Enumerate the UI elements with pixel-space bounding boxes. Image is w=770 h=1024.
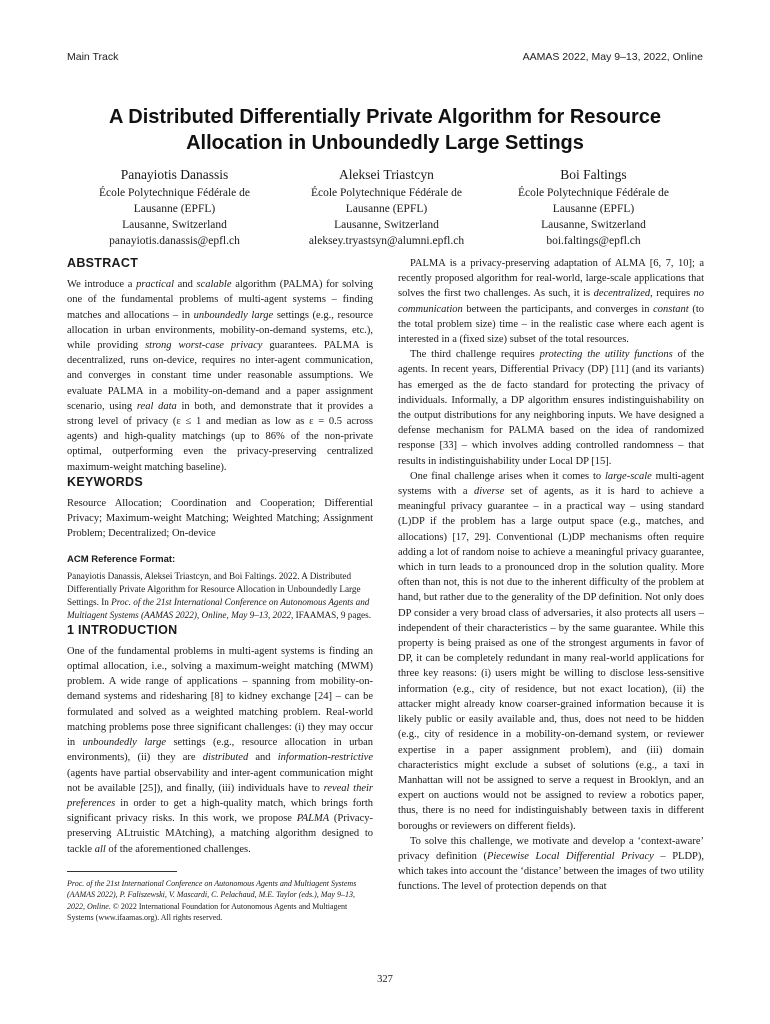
abstract-heading: ABSTRACT bbox=[67, 256, 139, 270]
author-affiliation: École Polytechnique Fédérale de bbox=[310, 187, 463, 199]
abstract-text: We introduce a practical and scalable algorithm (PALMA) for solving one of the fundamental problems of multi-agent systems – finding matches and allocations – in unboundedly large settings (e.g., resource allocation in urban environments, mobility-on-demand systems, etc.), while providing strong worst-case privacy guarantees. PALMA is decentralized, runs on-device, requires no inter-agent communication, and converges in constant time under reasonable assumptions. We evaluate PALMA in a mobility-on-demand and a paper assignment scenario, using real data in both, and demonstrate that it provides a strong level of privacy (ε ≤ 1 and median as low as ε = 0.5 across agents) and high-quality matchings (up to 86% of the non-private optimal, outperforming even the privacy-preserving centralized maximum-weight matching baseline). bbox=[67, 279, 374, 473]
author-3 bbox=[486, 166, 701, 249]
introduction-heading: 1 INTRODUCTION bbox=[67, 622, 178, 637]
footnote-text: Proc. of the 21st International Conference on Autonomous Agents and Multiagent Systems (AAMAS 2022), P. Faliszewski, V. Mascardi, C. Pelachaud, M.E. Taylor (eds.), May 9–13, 2022, Online. © 2022 International Foundation for Autonomous Agents and Multiagent Systems (www.ifaamas.org). All rights reserved. bbox=[67, 878, 357, 923]
author-affiliation: École Polytechnique Fédérale de bbox=[517, 187, 670, 199]
right-column bbox=[398, 256, 704, 895]
author-email[interactable]: panayiotis.danassis@epfl.ch bbox=[109, 235, 240, 247]
keywords-heading: KEYWORDS bbox=[67, 474, 144, 489]
author-name: Panayiotis Danassis bbox=[120, 167, 229, 182]
paragraph: PALMA is a privacy-preserving adaptation of ALMA [6, 7, 10]; a recently proposed algorithm for real-world, large-scale applications that solves the first two challenges. As such, it is decentralized, requires no communication between the participants, and converges in constant (to the total problem size) time – in the realistic case where each agent is interested in a (fixed size) subset of the total resources. bbox=[398, 258, 704, 346]
author-2 bbox=[279, 166, 494, 249]
acm-reference-text: Panayiotis Danassis, Aleksei Triastcyn, and Boi Faltings. 2022. A Distributed Differentially Private Algorithm for Resource Allocation in Unboundedly Large Settings. In Proc. of the 21st International Conference on Autonomous Agents and Multiagent Systems (AAMAS 2022), Online, May 9–13, 2022, IFAAMAS, 9 pages. bbox=[67, 570, 371, 621]
acm-reference-heading: ACM Reference Format: bbox=[67, 553, 176, 565]
author-affiliation: Lausanne (EPFL) bbox=[133, 203, 216, 215]
paragraph: One final challenge arises when it comes to large-scale multi-agent systems with a diverse set of agents, as it is hard to achieve a meaningful privacy guarantee – in a practical way – using standard (L)DP if the problem has a large output space (e.g., matches, and allocations) [17, 29]. Conventional (L)DP mechanisms often require adding a lot of random noise to achieve a meaningful privacy guarantee, which in turn leads to a pronounced drop in the solution quality. More often than not, this is not due to the inherent difficulty of the problem at hand, but rather due to the generality of the DP definition. Not only does DP consider a very broad class of adversaries, it also protects all users – independent of their characteristics – by the same guarantee. While this property is being praised as one of the strongest arguments in favor of DP, it can be completely redundant in many real-world applications for three key reasons: (i) users might be willing to disclose less-sensitive information (e.g., city of residence, but not exact location), (ii) the attacker might already know coarser-grained information because it is likely public or easily available and, thus, does not need to be hidden (e.g., city of residence in a mobility-on-demand system, or reviewer expertise in a paper assignment problem), and (iii) domain characteristics might exclude a subset of solutions (e.g., a taxi in Manhattan will not be assigned to serve a request in Brooklyn, and an expert on auctions would not be assigned to review a robotics paper, thus, there is no need for indistinguishably between taxis in different boroughs or reviewers on different fields). bbox=[398, 470, 705, 832]
paragraph: The third challenge requires protecting the utility functions of the agents. In recent years, Differential Privacy (DP) [11] (and its variants) has emerged as the de facto standard for protecting the privacy of individuals. Informally, a DP algorithm ensures indistinguishability on the output distributions for any neighboring inputs. We have designed a defense mechanism for PALMA based on the idea of randomized response [33] – which involves adding controlled randomness – that results in indistinguishability under Local DP [15]. bbox=[398, 349, 705, 467]
author-affiliation: Lausanne (EPFL) bbox=[552, 203, 635, 215]
keywords-text: Resource Allocation; Coordination and Cooperation; Differential Privacy; Maximum-weight Matching; Weighted Matching; Assignment Problem; Decentralized; On-device bbox=[67, 498, 373, 540]
running-header-left: Main Track bbox=[67, 51, 119, 63]
paper-title bbox=[60, 104, 710, 156]
title-line-1: A Distributed Differentially Private Algorithm for Resource bbox=[109, 106, 661, 128]
author-email[interactable]: aleksey.tryastsyn@alumni.epfl.ch bbox=[308, 235, 465, 247]
author-name: Aleksei Triastcyn bbox=[339, 167, 434, 182]
author-affiliation: Lausanne (EPFL) bbox=[345, 203, 428, 215]
author-affiliation: École Polytechnique Fédérale de bbox=[98, 187, 251, 199]
left-column bbox=[67, 256, 373, 924]
paragraph: To solve this challenge, we motivate and develop a ‘context-aware’ privacy definition (Piecewise Local Differential Privacy – PLDP), which takes into account the ‘distance’ between the images of two utility functions. The level of protection depends on that bbox=[398, 835, 704, 893]
introduction-text: One of the fundamental problems in multi-agent systems is finding an optimal allocation, i.e., solving a maximum-weight matching (MWM) problem. A wide range of applications – spanning from mobility-on-demand systems and ridesharing [8] to kidney exchange [24] – can be formulated and solved as a weighted matching problem. Real-world matching problems pose three significant challenges: (i) they may occur in unboundedly large settings (e.g., resource allocation in urban environments), (ii) they are distributed and information-restrictive (agents have partial observability and inter-agent communication might not be available [25]), and finally, (iii) individuals have to reveal their preferences in order to get a high-quality match, which brings forth significant privacy risks. In this work, we propose PALMA (Privacy-preserving ALtruistic MAtching), a matching algorithm designed to tackle all of the aforementioned challenges. bbox=[67, 645, 374, 855]
author-1 bbox=[67, 166, 282, 249]
author-name: Boi Faltings bbox=[560, 167, 627, 182]
title-line-2: Allocation in Unboundedly Large Settings bbox=[186, 132, 584, 154]
running-header-right: AAMAS 2022, May 9–13, 2022, Online bbox=[522, 51, 703, 63]
author-location: Lausanne, Switzerland bbox=[541, 219, 646, 231]
author-email[interactable]: boi.faltings@epfl.ch bbox=[546, 235, 641, 247]
footnote-rule bbox=[67, 871, 177, 872]
author-location: Lausanne, Switzerland bbox=[122, 219, 227, 231]
page-number: 327 bbox=[377, 974, 393, 985]
author-location: Lausanne, Switzerland bbox=[334, 219, 439, 231]
